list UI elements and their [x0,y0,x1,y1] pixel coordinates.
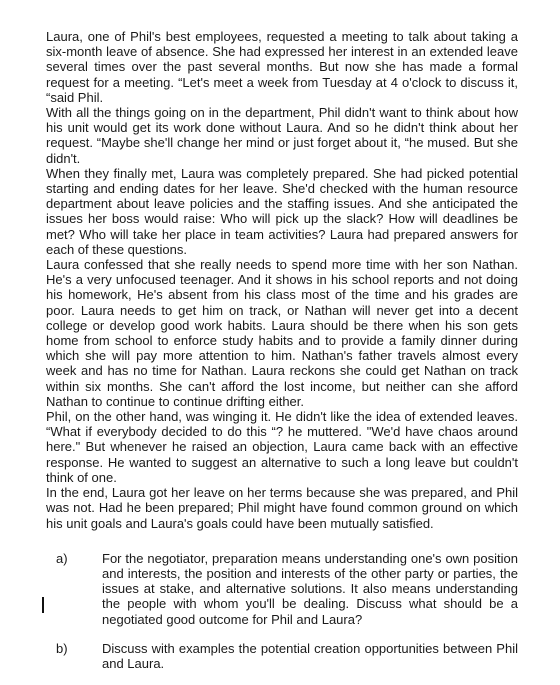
text-cursor[interactable] [42,597,44,613]
case-paragraph-1: Laura, one of Phil's best employees, requested a meeting to talk about taking a six-month leave of absence. She had expressed her interest in an extended leave several times over the past several months. But now she has made a formal request for a meeting. “Let's meet a week from Tuesday at 4 o'clock to discuss it, “said Phil. [46,29,518,105]
question-item [56,551,518,627]
case-paragraph-5: Phil, on the other hand, was winging it. He didn't like the idea of extended leaves. “What if everybody decided to do this “? he muttered. "We'd have chaos around here." But whenever he raised an objection, Laura came back with an effective response. He wanted to suggest an alternative to such a long leave but couldn't think of one. [46,409,518,485]
question-item [56,641,518,671]
document-body [46,29,518,685]
question-label: a) [56,550,68,566]
question-text: Discuss with examples the potential creation opportunities between Phil and Laura. [102,640,518,671]
case-paragraph-4: Laura confessed that she really needs to spend more time with her son Nathan. He's a very unfocused teenager. And it shows in his school reports and not doing his homework, He's absent from his class most of the time and his grades are poor. Laura needs to get him on track, or Nathan will never get into a decent college or develop good work habits. Laura should be there when his son gets home from school to enforce study habits and to provide a family dinner during which she will pay more attention to him. Nathan's father travels almost every week and has no time for Nathan. Laura reckons she could get Nathan on track within six months. She can't afford the lost income, but neither can she afford Nathan to continue to continue drifting either. [46,257,518,409]
case-paragraph-6: In the end, Laura got her leave on her terms because she was prepared, and Phil was not. Had he been prepared; Phil might have found common ground on which his unit goals and Laura's goals could have been mutually satisfied. [46,485,518,531]
question-text: For the negotiator, preparation means understanding one's own position and interests, the position and interests of the other party or parties, the issues at stake, and alternative solutions. It also means understanding the people with whom you'll be dealing. Discuss what should be a negotiated good outcome for Phil and Laura? [102,550,518,627]
case-paragraph-3: When they finally met, Laura was completely prepared. She had picked potential starting and ending dates for her leave. She'd checked with the human resource department about leave policies and the staffing issues. And she anticipated the issues her boss would raise: Who will pick up the slack? How will deadlines be met? Who will take her place in team activities? Laura had prepared answers for each of these questions. [46,165,518,257]
question-label: b) [56,640,68,656]
case-paragraph-2: With all the things going on in the department, Phil didn't want to think about how his unit would get its work done without Laura. And so he didn't think about her request. “Maybe she'll change her mind or just forget about it, “he mused. But she didn't. [46,105,518,166]
question-list [46,551,518,671]
